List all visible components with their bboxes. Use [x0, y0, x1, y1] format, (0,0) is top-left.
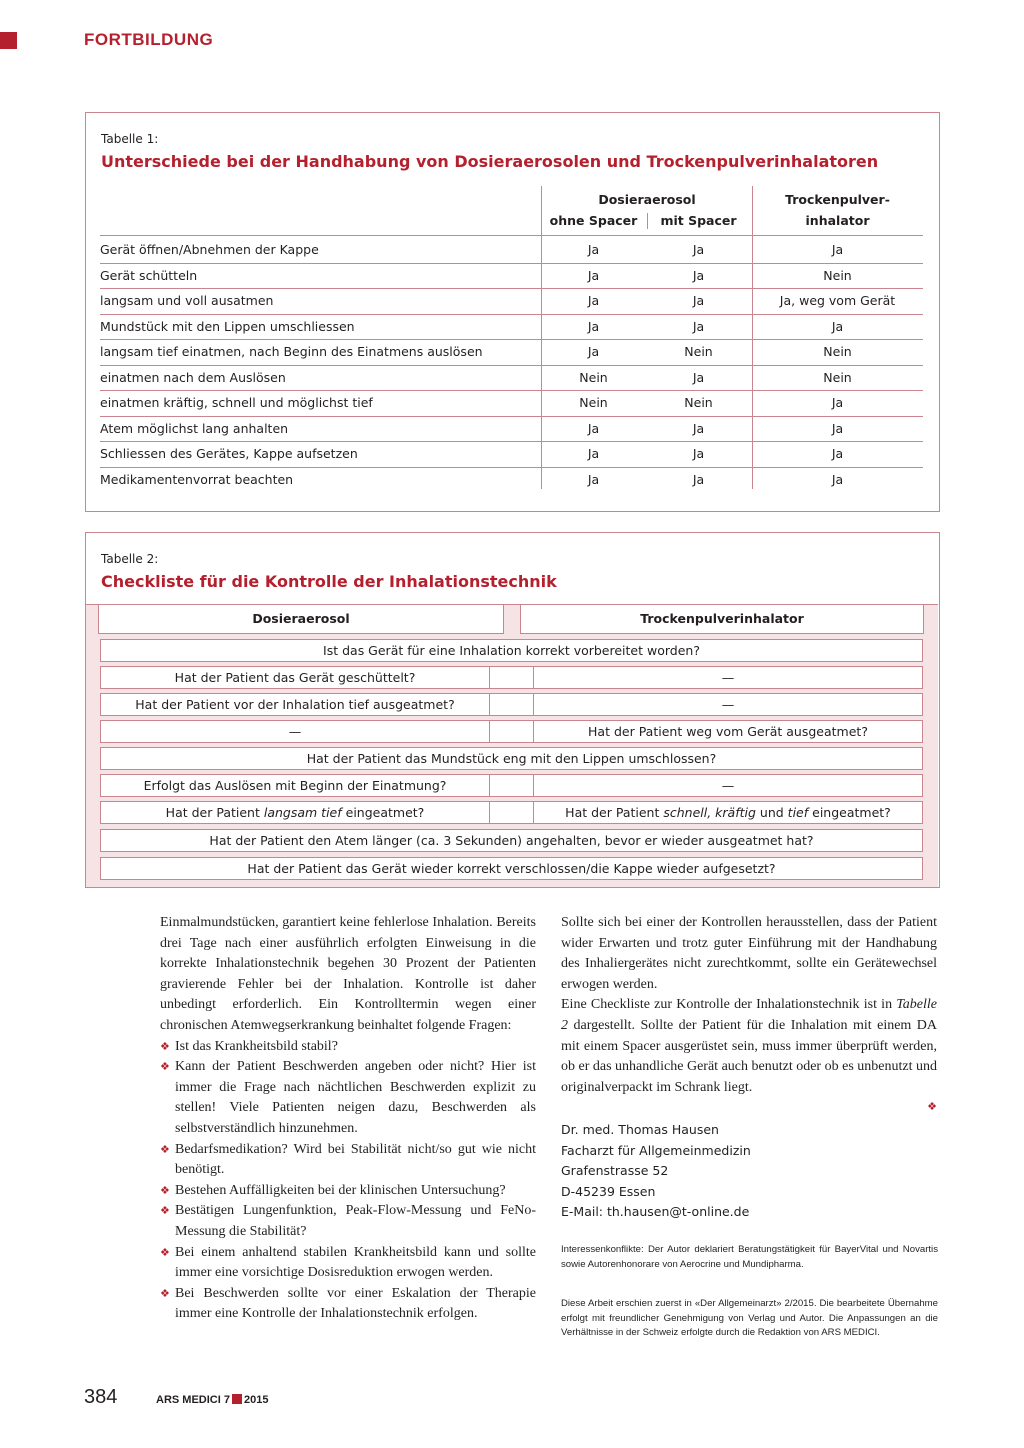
table2-dash: —: [533, 774, 923, 797]
list-item-text: Bei Beschwerden sollte vor einer Eskalation der Therapie immer eine Kontrolle der Inhalationstechnik erfolgen.: [175, 1285, 536, 1322]
bullet-icon: ❖: [160, 1287, 170, 1300]
list-item-text: Bei einem anhaltend stabilen Krankheitsbild kann und sollte immer eine vorsichtige Dosisreduktion erwogen werden.: [175, 1244, 536, 1281]
table1-col-mit: mit Spacer: [660, 213, 737, 228]
table2-q-slow-pre: Hat der Patient: [165, 805, 260, 820]
list-item: [160, 1181, 536, 1202]
section-marker: [0, 32, 17, 49]
section-title: FORTBILDUNG: [84, 30, 214, 49]
table1-row: [100, 365, 923, 390]
list-item: [160, 1243, 536, 1284]
list-item-text: Bestätigen Lungenfunktion, Peak-Flow-Messung und FeNo-Messung die Stabilität?: [175, 1203, 536, 1239]
body-right-paragraph-1: Sollte sich bei einer der Kontrollen herausstellen, dass der Patient wider Erwarten und trotz guter Einführung mit der Handhabung des Inhaliergerätes nicht zurechtkommt, sollte ein Gerätewechsel erwogen werden.: [561, 915, 937, 992]
table1-row-label: Atem möglichst lang anhalten: [100, 420, 289, 436]
body-right-column: [561, 913, 937, 1116]
table2-connector: [490, 720, 533, 743]
bullet-icon: ❖: [160, 1205, 170, 1218]
bullet-icon: ❖: [160, 1040, 170, 1053]
body-right-paragraph-2: [561, 995, 937, 1098]
table1-row-label: einatmen nach dem Auslösen: [100, 369, 286, 385]
table1-row: [100, 314, 923, 339]
table1-cell-ohne: Ja: [587, 242, 600, 257]
table2-caption: Tabelle 2:: [101, 552, 159, 566]
author-title: Facharzt für Allgemeinmedizin: [561, 1142, 751, 1158]
journal-year: 2015: [243, 1394, 269, 1406]
page-number: 384: [84, 1386, 118, 1408]
table1-row: [100, 339, 923, 364]
table1-row-label: einatmen kräftig, schnell und möglichst tief: [100, 395, 373, 410]
table1-row-label: Mundstück mit den Lippen umschliessen: [100, 318, 355, 334]
body-left-column: [160, 913, 536, 1325]
table1-cell-mit: Ja: [692, 293, 705, 308]
table1-cell-ohne: Ja: [587, 318, 600, 334]
table1-group-header: Dosieraerosol: [598, 192, 696, 207]
table1-cell-ohne: Nein: [579, 395, 608, 410]
bullet-icon: ❖: [160, 1143, 170, 1156]
table1-col-tp-line1: Trockenpulver-: [785, 192, 890, 207]
table-2-reference: Tabelle 2: [561, 997, 937, 1033]
table1-cell-mit: Ja: [692, 446, 705, 461]
table2-head-dosieraerosol: Dosieraerosol: [98, 604, 504, 634]
author-email: E-Mail: th.hausen@t-online.de: [561, 1204, 750, 1220]
table2-q-slow: [100, 801, 490, 824]
table1-cell-tp: Nein: [823, 344, 852, 359]
table1-caption: Tabelle 1:: [101, 132, 159, 146]
list-item-text: Bedarfsmedikation? Wird bei Stabilität nicht/so gut wie nicht benötigt.: [175, 1141, 536, 1178]
table1-row: [100, 416, 923, 441]
table2-q-fast-em2: tief: [787, 805, 809, 820]
table1-row-label: langsam und voll ausatmen: [100, 293, 274, 308]
conflict-note: Interessenkonflikte: Der Autor deklariert Beratungstätigkeit für BayerVital und Novartis sowie Autorenhonorare von Aerocrine und Mundipharma.: [561, 1244, 938, 1270]
author-city: D-45239 Essen: [561, 1183, 656, 1199]
list-item-text: Bestehen Auffälligkeiten bei der klinischen Untersuchung?: [175, 1182, 506, 1198]
table2-q-fast-mid: und: [759, 805, 784, 820]
table1-cell-tp: Nein: [823, 267, 852, 283]
table1-cell-tp: Ja: [831, 446, 844, 461]
table1-cell-tp: Ja: [831, 318, 844, 334]
author-street: Grafenstrasse 52: [561, 1163, 669, 1179]
table1-cell-tp: Ja: [831, 420, 844, 436]
list-item-text: Ist das Krankheitsbild stabil?: [175, 1038, 338, 1054]
list-item: [160, 1140, 536, 1181]
table2-q-exhaled-away: Hat der Patient weg vom Gerät ausgeatmet?: [533, 720, 923, 743]
table1-title: Unterschiede bei der Handhabung von Dosieraerosolen und Trockenpulverinhalatoren: [101, 152, 879, 171]
bullet-icon: ❖: [160, 1061, 170, 1074]
table1-row: [100, 288, 923, 313]
table1-row-label: Gerät öffnen/Abnehmen der Kappe: [100, 242, 319, 257]
journal-footer: [156, 1394, 268, 1406]
author-name: Dr. med. Thomas Hausen: [561, 1122, 719, 1137]
table1-cell-tp: Ja: [831, 471, 844, 487]
table1-row-label: Medikamentenvorrat beachten: [100, 471, 294, 487]
table1-col-rule: [752, 186, 753, 489]
table1: [100, 186, 923, 486]
table1-header-divider: [647, 213, 648, 229]
table1-cell-ohne: Ja: [587, 293, 600, 308]
p2-post: dargestellt. Sollte der Patient für die Inhalation mit einem DA mit einem Spacer ausgerüstet sein, muss immer überprüft werden, ob er das unhandliche Gerät auch benutzt oder ob es unbenutzt und originalverpackt im Schrank liegt.: [561, 1017, 937, 1095]
table2-dash: —: [533, 666, 923, 689]
table1-cell-mit: Ja: [692, 242, 705, 257]
table2-connector: [490, 666, 533, 689]
table1-row: [100, 441, 923, 466]
table1-cell-ohne: Ja: [587, 267, 600, 283]
table1-row-label: Gerät schütteln: [100, 267, 198, 283]
table1-cell-mit: Ja: [692, 369, 705, 385]
table1-cell-tp: Ja: [831, 242, 844, 257]
table2-q-mouthpiece: Hat der Patient das Mundstück eng mit den Lippen umschlossen?: [100, 747, 923, 770]
p2-pre: Eine Checkliste zur Kontrolle der Inhalationstechnik ist in: [561, 997, 893, 1013]
body-left-paragraph: Einmalmundstücken, garantiert keine fehlerlose Inhalation. Bereits drei Tage nach einer ausführlich erfolgten Einweisung in die korrekte Inhalationstechnik begehen 30 Prozent der Patienten gravierende Fehler bei der Inhalation. Kontrolle ist daher unbedingt erforderlich. Ein Kontrolltermin wegen einer chronischen Atemwegserkrankung beinhaltet folgende Fragen:: [160, 915, 536, 1033]
table1-cell-tp: Ja: [831, 395, 844, 410]
table1-cell-tp: Ja, weg vom Gerät: [779, 293, 896, 308]
bullet-icon: ❖: [160, 1246, 170, 1259]
table1-header-rule: [100, 235, 923, 236]
list-item: [160, 1037, 536, 1058]
table1-cell-ohne: Ja: [587, 446, 600, 461]
table2-q-fast-pre: Hat der Patient: [565, 805, 660, 820]
end-mark-icon: ❖: [927, 1101, 937, 1114]
table1-cell-tp: Nein: [823, 369, 852, 385]
table2-title: Checkliste für die Kontrolle der Inhalationstechnik: [101, 572, 557, 591]
table1-col-ohne: ohne Spacer: [549, 213, 638, 228]
origin-note: Diese Arbeit erschien zuerst in «Der Allgemeinarzt» 2/2015. Die bearbeitete Übernahme erfolgt mit freundlicher Genehmigung von Verlag und Autor. Die Anpassungen an die Verhältnisse in der Schweiz erfolgte durch die Redaktion von ARS MEDICI.: [561, 1298, 938, 1338]
table2-head-trockenpulver: Trockenpulverinhalator: [520, 604, 924, 634]
question-list: [160, 1037, 536, 1325]
table2-q-closed: Hat der Patient das Gerät wieder korrekt verschlossen/die Kappe wieder aufgesetzt?: [100, 857, 923, 880]
table2-q-slow-post: eingeatmet?: [345, 805, 425, 820]
table1-row: [100, 390, 923, 415]
list-item: [160, 1284, 536, 1325]
table1-cell-mit: Ja: [692, 420, 705, 436]
table2-q-fast-em1: schnell, kräftig: [663, 805, 756, 820]
list-item-text: Kann der Patient Beschwerden angeben oder nicht? Hier ist immer die Frage nach nächtlichen Beschwerden explizit zu stellen! Viele Patienten neigen dazu, Beschwerden als selbstverständlich hinzunehmen.: [175, 1059, 536, 1136]
table1-cell-mit: Ja: [692, 267, 705, 283]
footer-square: [232, 1394, 242, 1404]
table2-q-hold: Hat der Patient den Atem länger (ca. 3 Sekunden) angehalten, bevor er wieder ausgeatmet hat?: [100, 829, 923, 852]
table2-dash: —: [533, 693, 923, 716]
table2-q-exhaled: Hat der Patient vor der Inhalation tief ausgeatmet?: [100, 693, 490, 716]
table2-connector: [490, 693, 533, 716]
table1-row: [100, 263, 923, 288]
table1-row: [100, 237, 923, 262]
table2-q-fast-post: eingeatmet?: [812, 805, 891, 820]
table1-row-label: langsam tief einatmen, nach Beginn des Einatmens auslösen: [100, 344, 483, 359]
table2-dash: —: [100, 720, 490, 743]
table1-row: [100, 467, 923, 492]
table2-q-prepared: Ist das Gerät für eine Inhalation korrekt vorbereitet worden?: [100, 639, 923, 662]
table1-cell-mit: Nein: [684, 395, 713, 410]
table2-q-slow-em: langsam tief: [263, 805, 342, 820]
table1-col-tp-line2: inhalator: [805, 213, 870, 228]
table1-cell-ohne: Ja: [587, 471, 600, 487]
table2-connector: [490, 774, 533, 797]
table1-cell-mit: Ja: [692, 471, 705, 487]
table1-col-rule: [541, 186, 542, 489]
list-item: [160, 1201, 536, 1242]
table1-cell-mit: Nein: [684, 344, 713, 359]
table2-q-fast: [533, 801, 923, 824]
table1-cell-ohne: Nein: [579, 369, 608, 385]
bullet-icon: ❖: [160, 1184, 170, 1197]
table2-q-trigger: Erfolgt das Auslösen mit Beginn der Einatmung?: [100, 774, 490, 797]
table1-cell-mit: Ja: [692, 318, 705, 334]
author-address: [561, 1120, 751, 1223]
list-item: [160, 1057, 536, 1139]
table1-row-label: Schliessen des Gerätes, Kappe aufsetzen: [100, 446, 358, 461]
table2-q-shaken: Hat der Patient das Gerät geschüttelt?: [100, 666, 490, 689]
table1-cell-ohne: Ja: [587, 420, 600, 436]
journal-name: ARS MEDICI 7: [156, 1394, 230, 1406]
table2-connector: [490, 801, 533, 824]
table1-cell-ohne: Ja: [587, 344, 600, 359]
